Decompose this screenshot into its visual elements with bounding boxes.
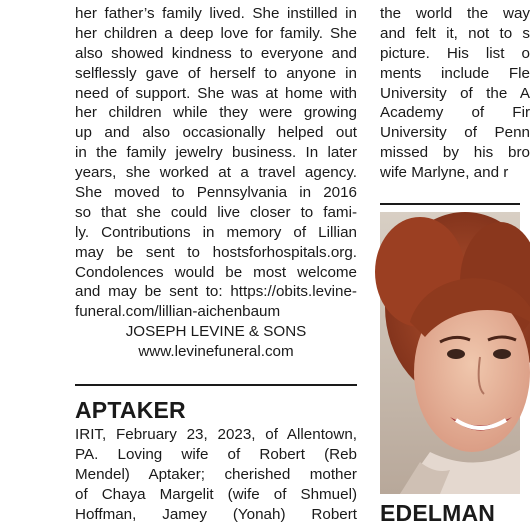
obituary-aptaker-body [75, 425, 357, 524]
obituary-line: picture. His list o [380, 44, 530, 62]
obituary-line: her father’s family lived. She instilled in [75, 5, 357, 22]
obituary-line: up and also occasionally helped out [75, 124, 357, 142]
obituary-line: PA. Loving wife of Robert (Reb [75, 445, 357, 463]
section-divider-right [380, 203, 520, 205]
obituary-line: her children while they were growing [75, 104, 357, 122]
obituary-line: University of the A [380, 84, 530, 102]
obituary-right-column [380, 4, 530, 183]
section-divider [75, 384, 357, 386]
obituary-heading-edelman: EDELMAN [380, 500, 496, 526]
obituary-line: Mendel) Aptaker; cherished mother [75, 465, 357, 483]
obituary-line: funeral.com/lillian-aichenbaum [75, 303, 281, 321]
obituary-line: missed by his bro [380, 144, 530, 162]
obituary-line: and felt it, not to s [380, 24, 530, 42]
obituary-line: ments include Fle [380, 64, 530, 82]
obituary-line: Academy of Fir [380, 104, 530, 122]
obituary-line: ly. Contributions in memory of Lillian [75, 223, 357, 241]
obituary-line: and may be sent to: https://obits.levine- [75, 283, 357, 301]
obituary-line: so that she could live closer to fami- [75, 203, 357, 221]
funeral-home-url: www.levinefuneral.com [138, 343, 294, 361]
obituary-heading-aptaker: APTAKER [75, 397, 186, 423]
obituary-line: may be sent to hostsforhospitals.org. [75, 243, 357, 261]
obituary-continuation [75, 4, 357, 362]
obituary-line: need of support. She was at home with [75, 84, 357, 102]
obituary-portrait-photo [380, 212, 520, 494]
obituary-line: in the family jewelry business. In later [75, 144, 357, 162]
obituary-line: University of Penn [380, 124, 530, 142]
obituary-line: also showed kindness to everyone and [75, 44, 357, 62]
obituary-line: years, she worked at a travel agency. [75, 164, 357, 182]
obituary-line: Condolences would be most welcome [75, 263, 357, 281]
obituary-line: wife Marlyne, and r [380, 164, 509, 182]
obituary-line: She moved to Pennsylvania in 2016 [75, 184, 357, 202]
obituary-line: her children a deep love for family. She [75, 24, 357, 42]
obituary-line: selflessly gave of herself to anyone in [75, 64, 357, 82]
obituary-line: of Chaya Margelit (wife of Shmuel) [75, 485, 357, 503]
obituary-line: Hoffman, Jamey (Yonah) Robert [75, 505, 357, 523]
obituary-line: the world the way [380, 5, 530, 22]
funeral-home-name: JOSEPH LEVINE & SONS [125, 323, 307, 341]
obituary-line: IRIT, February 23, 2023, of Allentown, [75, 426, 357, 443]
